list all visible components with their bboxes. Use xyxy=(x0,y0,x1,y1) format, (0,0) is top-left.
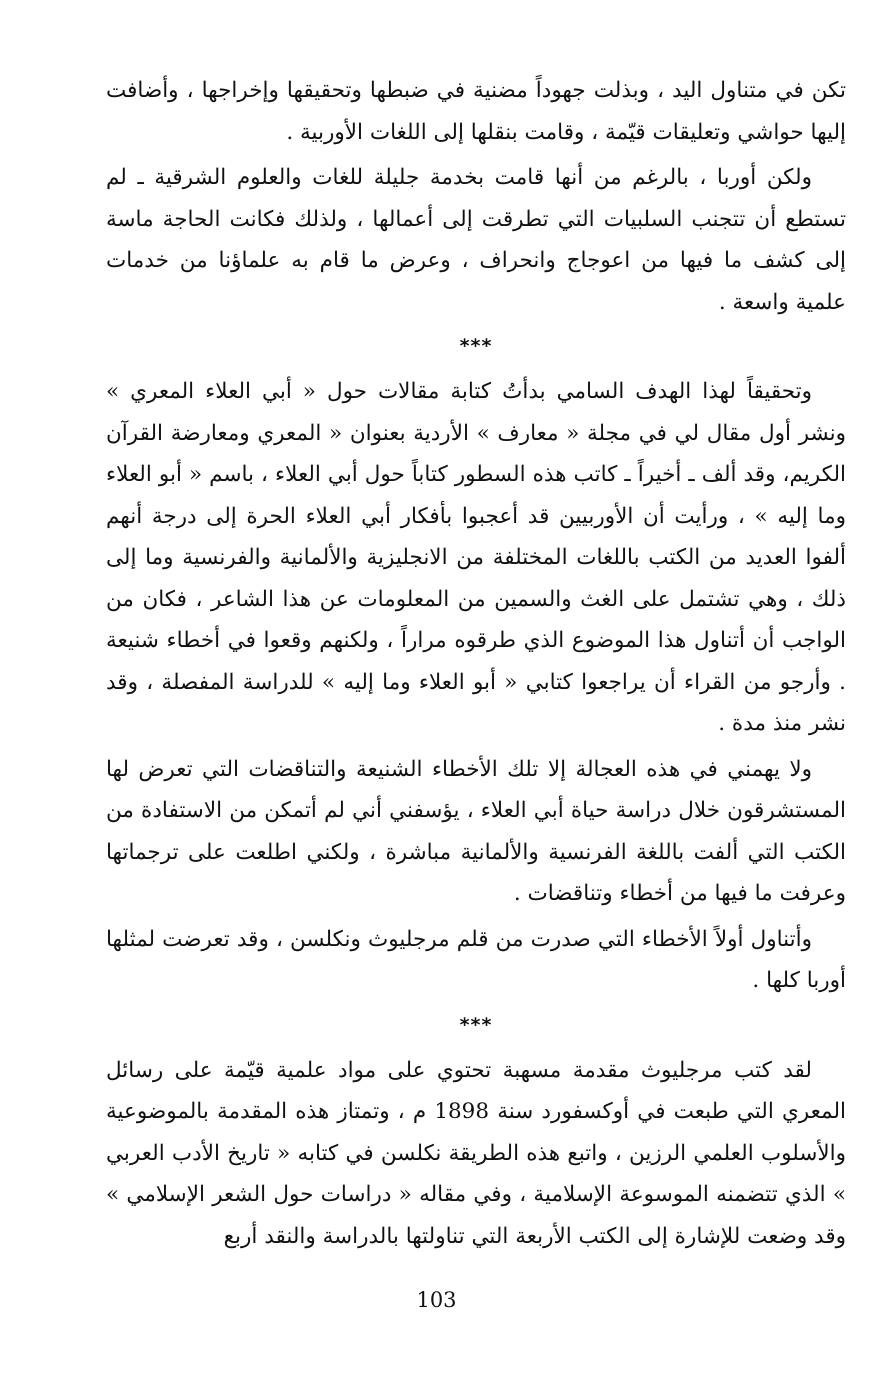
paragraph-6: لقد كتب مرجليوث مقدمة مسهبة تحتوي على مواد علمية قيّمة على رسائل المعري التي طبعت في أوكسفورد سنة 1898 م ، وتمتاز هذه المقدمة بالموضوعية والأسلوب العلمي الرزين ، واتبع هذه الطريقة نكلسن في كتابه « تاريخ الأدب العربي » الذي تتضمنه الموسوعة الإسلامية ، وفي مقاله « دراسات حول الشعر الإسلامي » وقد وضعت للإشارة إلى الكتب الأربعة التي تناولتها بالدراسة والنقد أربع xyxy=(106,1057,846,1249)
paragraph-3: وتحقيقاً لهذا الهدف السامي بدأتُ كتابة مقالات حول « أبي العلاء المعري » ونشر أول مقال لي في مجلة « معارف » الأردية بعنوان « المعري ومعارضة القرآن الكريم، وقد ألف ـ أخيراً ـ كاتب هذه السطور كتاباً حول أبي العلاء ، باسم « أبو العلاء وما إليه » ، ورأيت أن الأوربيين قد أعجبوا بأفكار أبي العلاء الحرة إلى درجة أنهم ألفوا العديد من الكتب باللغات المختلفة من الانجليزية والألمانية والفرنسية وما إلى ذلك ، وهي تشتمل على الغث والسمين من المعلومات عن هذا الشاعر ، فكان من الواجب أن أتناول هذا الموضوع الذي طرقوه مراراً ، ولكنهم وقعوا في أخطاء شنيعة . وأرجو من القراء أن يراجعوا كتابي « أبو العلاء وما إليه » للدراسة المفصلة ، وقد نشر منذ مدة . xyxy=(106,379,846,736)
paragraph-1: تكن في متناول اليد ، وبذلت جهوداً مضنية في ضبطها وتحقيقها وإخراجها ، وأضافت إليها حواشي وتعليقات قيّمة ، وقامت بنقلها إلى اللغات الأوربية . xyxy=(106,78,846,145)
page-body xyxy=(106,70,846,1261)
paragraph-4: ولا يهمني في هذه العجالة إلا تلك الأخطاء الشنيعة والتناقضات التي تعرض لها المستشرقون خلال دراسة حياة أبي العلاء ، يؤسفني أني لم أتمكن من الاستفادة من الكتب التي ألفت باللغة الفرنسية والألمانية مباشرة ، ولكني اطلعت على ترجماتها وعرفت ما فيها من أخطاء وتناقضات . xyxy=(106,756,846,906)
page-number: 103 xyxy=(416,1288,457,1312)
section-separator-2: *** xyxy=(459,1013,493,1036)
section-separator-1: *** xyxy=(459,335,493,357)
paragraph-2: ولكن أوربا ، بالرغم من أنها قامت بخدمة جليلة للغات والعلوم الشرقية ـ لم تستطع أن تتجنب السلبيات التي تطرقت إلى أعمالها ، ولذلك فكانت الحاجة ماسة إلى كشف ما فيها من اعوجاج وانحراف ، وعرض ما قام به علماؤنا من خدمات علمية واسعة . xyxy=(106,165,846,315)
paragraph-5: وأتناول أولاً الأخطاء التي صدرت من قلم مرجليوث ونكلسن ، وقد تعرضت لمثلها أوربا كلها . xyxy=(106,926,846,993)
